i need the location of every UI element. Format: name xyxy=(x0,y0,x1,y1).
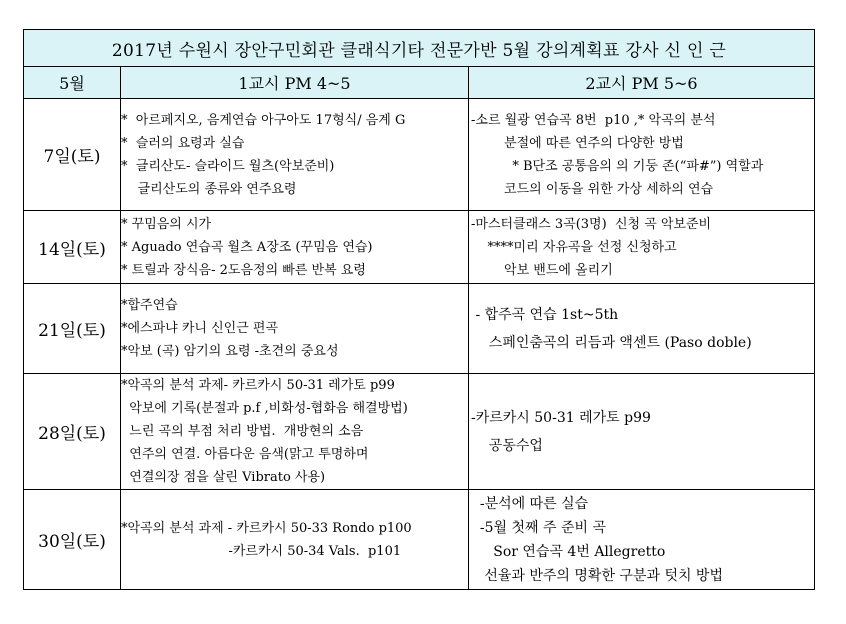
cell-line: * 슬러의 요령과 실습 xyxy=(121,135,245,151)
period-2-cell xyxy=(469,490,815,590)
cell-line: * 글리산도- 슬라이드 월츠(악보준비) xyxy=(121,158,335,174)
cell-line: * 트릴과 장식음- 2도음정의 빠른 반복 요령 xyxy=(121,262,366,278)
cell-line: *악곡의 분석 과제 - 카르카시 50-33 Rondo p100 xyxy=(121,520,412,536)
cell-line: *에스파냐 카니 신인근 편곡 xyxy=(121,321,279,336)
period-1-cell xyxy=(121,211,469,284)
cell-line: 분절에 따른 연주의 다양한 방법 xyxy=(471,135,684,151)
table-row xyxy=(24,99,815,211)
cell-line: 코드의 이동을 위한 가상 세하의 연습 xyxy=(471,181,714,197)
cell-line: - 합주곡 연습 1st~5th xyxy=(471,306,619,323)
cell-line: * 꾸밈음의 시가 xyxy=(121,216,212,232)
day-cell: 30일(토) xyxy=(24,490,121,590)
cell-line: -소르 월광 연습곡 8번 p10 ,* 악곡의 분석 xyxy=(471,112,716,128)
cell-line: 느린 곡의 부점 처리 방법. 개방현의 소음 xyxy=(121,424,364,439)
page-title: 2017년 수원시 장안구민회관 클래식기타 전문가반 5월 강의계획표 강사 신 인 근 xyxy=(24,30,815,67)
cell-line: Sor 연습곡 4번 Allegretto xyxy=(471,543,666,560)
cell-line: -분석에 따른 실습 xyxy=(471,495,589,512)
period-1-cell xyxy=(121,284,469,374)
cell-line: * Aguado 연습곡 월츠 A장조 (꾸밈음 연습) xyxy=(121,239,373,255)
period-2-cell xyxy=(469,374,815,490)
day-cell: 28일(토) xyxy=(24,374,121,490)
table-row xyxy=(24,490,815,590)
cell-line: 연결의장 점을 살린 Vibrato 사용) xyxy=(121,470,326,485)
cell-line: -카르카시 50-31 레가토 p99 xyxy=(471,409,651,426)
cell-line: 글리산도의 종류와 연주요령 xyxy=(121,181,297,197)
cell-line: * 아르페지오, 음계연습 아구아도 17형식/ 음계 G xyxy=(121,112,406,128)
cell-line: 악보 밴드에 올리기 xyxy=(471,262,613,278)
schedule-table xyxy=(23,29,815,590)
header-row xyxy=(24,67,815,99)
cell-line: -카르카시 50-34 Vals. p101 xyxy=(121,543,402,559)
cell-line: 악보에 기록(분절과 p.f ,비화성-협화음 해결방법) xyxy=(121,401,408,416)
cell-line: 스페인춤곡의 리듬과 액센트 (Paso doble) xyxy=(471,334,752,351)
period-1-cell xyxy=(121,99,469,211)
period-1-cell xyxy=(121,374,469,490)
day-cell: 14일(토) xyxy=(24,211,121,284)
table-row xyxy=(24,211,815,284)
cell-line: *합주연습 xyxy=(121,298,178,313)
header-period-2: 2교시 PM 5~6 xyxy=(469,67,815,99)
table-row xyxy=(24,284,815,374)
period-2-cell xyxy=(469,284,815,374)
cell-line: -마스터클래스 3곡(3명) 신청 곡 악보준비 xyxy=(471,216,712,232)
cell-line: 공동수업 xyxy=(471,437,543,454)
period-2-cell xyxy=(469,211,815,284)
header-period-1: 1교시 PM 4~5 xyxy=(121,67,469,99)
cell-line: 선율과 반주의 명확한 구분과 텃치 방법 xyxy=(471,567,723,584)
cell-line: *악보 (곡) 암기의 요령 -초견의 중요성 xyxy=(121,344,339,359)
day-cell: 7일(토) xyxy=(24,99,121,211)
period-1-cell xyxy=(121,490,469,590)
cell-line: ****미리 자유곡을 선정 신청하고 xyxy=(471,239,677,255)
cell-line: -5월 첫째 주 준비 곡 xyxy=(471,519,607,536)
table-row xyxy=(24,374,815,490)
period-2-cell xyxy=(469,99,815,211)
day-cell: 21일(토) xyxy=(24,284,121,374)
cell-line: *악곡의 분석 과제- 카르카시 50-31 레가토 p99 xyxy=(121,378,395,393)
cell-line: 연주의 연결. 아름다운 음색(맑고 투명하며 xyxy=(121,447,369,462)
cell-line: * B단조 공통음의 의 기둥 존(“파#”) 역할과 xyxy=(471,158,764,174)
schedule-sheet xyxy=(23,29,814,590)
header-month: 5월 xyxy=(24,67,121,99)
